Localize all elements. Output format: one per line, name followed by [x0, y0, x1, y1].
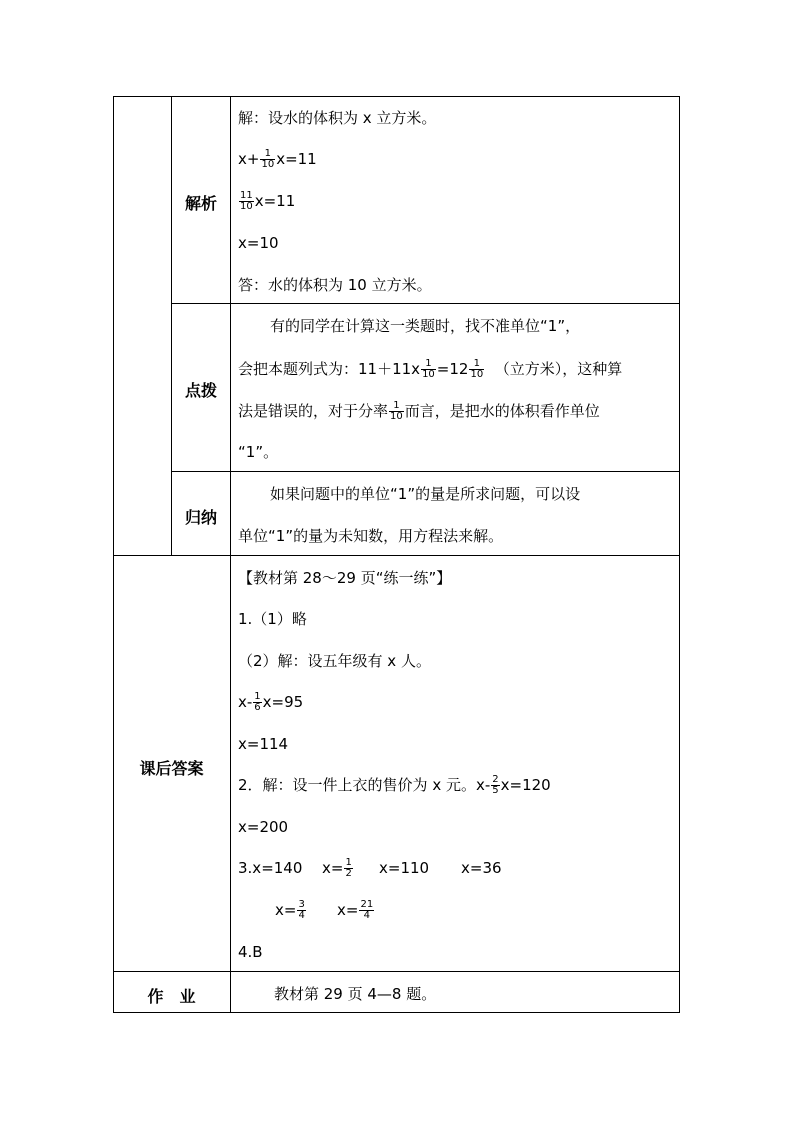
- text: 法是错误的，对于分率: [238, 402, 389, 420]
- numerator: 1: [345, 857, 352, 868]
- text: 而言，是把水的体积看作单位: [404, 402, 600, 420]
- text: 2．解：设一件上衣的售价为 x 元。x-: [238, 776, 491, 794]
- label-answers: 课后答案: [139, 759, 204, 778]
- fraction: [421, 359, 436, 380]
- text: x=: [337, 901, 359, 919]
- fraction: [260, 149, 275, 170]
- text: x+: [238, 150, 260, 168]
- numerator: 1: [469, 359, 484, 370]
- fraction: [344, 858, 352, 879]
- numerator: 1: [421, 359, 436, 370]
- denominator: 10: [390, 411, 403, 422]
- answers-line-7: x=200: [238, 818, 289, 836]
- dianbo-line-2: [238, 359, 622, 380]
- denominator: 5: [492, 785, 499, 796]
- fraction: [239, 191, 254, 212]
- jiexi-line-3: [238, 191, 295, 212]
- numerator: 1: [389, 401, 404, 412]
- guina-line-2: 单位“1”的量为未知数，用方程法来解。: [238, 527, 504, 545]
- column-divider: [171, 96, 172, 556]
- jiexi-line-4: x=10: [238, 234, 279, 252]
- label-guina: 归纳: [184, 508, 217, 527]
- answers-line-6: [238, 775, 551, 796]
- dianbo-line-4: “1”。: [238, 443, 279, 461]
- text: x=11: [254, 192, 296, 210]
- answers-line-2: 1.（1）略: [238, 610, 307, 628]
- dianbo-line-3: [238, 401, 600, 422]
- denominator: 6: [254, 702, 261, 713]
- fraction: [359, 900, 374, 921]
- answers-line-10: 4.B: [238, 943, 263, 961]
- text: x=: [322, 859, 344, 877]
- answers-line-9b: [337, 900, 375, 921]
- text: =12: [436, 360, 469, 378]
- numerator: 3: [298, 899, 305, 910]
- numerator: 2: [492, 774, 499, 785]
- guina-line-1: 如果问题中的单位“1”的量是所求问题，可以设: [270, 485, 581, 503]
- denominator: 10: [422, 369, 435, 380]
- jiexi-line-1: 解：设水的体积为 x 立方米。: [238, 109, 437, 127]
- denominator: 4: [363, 910, 370, 921]
- row-divider: [171, 471, 680, 472]
- label-homework: 作 业: [147, 987, 196, 1006]
- numerator: 1: [254, 691, 261, 702]
- text: x=120: [500, 776, 551, 794]
- numerator: 1: [260, 149, 275, 160]
- row-divider: [113, 555, 680, 556]
- text: 会把本题列式为：11＋11x: [238, 360, 421, 378]
- denominator: 4: [298, 910, 305, 921]
- answers-line-8b: [322, 858, 354, 879]
- denominator: 10: [470, 369, 484, 380]
- jiexi-line-5: 答：水的体积为 10 立方米。: [238, 276, 432, 294]
- answers-line-4: [238, 692, 303, 713]
- numerator: 21: [360, 899, 374, 910]
- answers-line-1: 【教材第 28～29 页“练一练”】: [238, 569, 452, 587]
- numerator: 11: [240, 190, 253, 201]
- row-divider: [113, 971, 680, 972]
- answers-line-9a: [275, 900, 307, 921]
- dianbo-line-1: 有的同学在计算这一类题时，找不准单位“1”，: [270, 317, 581, 335]
- row-divider: [171, 303, 680, 304]
- denominator: 2: [345, 868, 352, 879]
- column-divider: [230, 96, 231, 1013]
- text: x=95: [262, 693, 304, 711]
- label-jiexi: 解析: [184, 194, 217, 213]
- fraction: [469, 359, 484, 380]
- homework-text: 教材第 29 页 4—8 题。: [274, 985, 437, 1003]
- answers-line-5: x=114: [238, 735, 289, 753]
- label-dianbo: 点拨: [184, 381, 217, 400]
- text: （立方米），这种算: [494, 360, 623, 378]
- denominator: 10: [261, 159, 275, 170]
- denominator: 10: [240, 201, 253, 212]
- fraction: [389, 401, 404, 422]
- fraction: [253, 692, 261, 713]
- answers-line-3: （2）解：设五年级有 x 人。: [238, 652, 431, 670]
- text: x=: [275, 901, 297, 919]
- text: x-: [238, 693, 253, 711]
- fraction: [491, 775, 499, 796]
- answers-line-8c: x=110: [379, 859, 430, 877]
- answers-line-8a: 3.x=140: [238, 859, 303, 877]
- jiexi-line-2: [238, 149, 317, 170]
- answers-line-8d: x=36: [461, 859, 502, 877]
- fraction: [297, 900, 305, 921]
- text: x=11: [276, 150, 317, 168]
